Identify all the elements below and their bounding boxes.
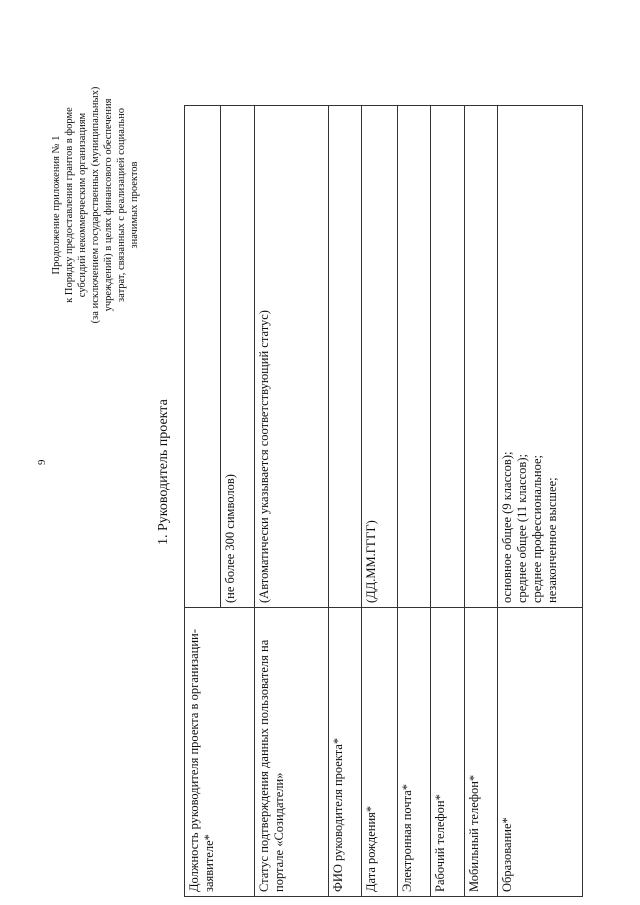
table-row — [465, 106, 498, 897]
table-row — [398, 106, 431, 897]
education-option: среднее общее (11 классов); — [515, 454, 529, 603]
education-option: среднее профессиональное; — [530, 454, 544, 603]
header-line: (за исключением государственных (муниципальных) — [90, 86, 101, 324]
field-label: Должность руководителя проекта в организации-заявителе* — [185, 608, 255, 897]
position-hint: (не более 300 символов) — [221, 106, 255, 608]
field-label: Мобильный телефон* — [465, 608, 498, 897]
table-row — [431, 106, 465, 897]
page-number: 9 — [36, 459, 48, 465]
field-label: Рабочий телефон* — [431, 608, 465, 897]
table-row — [362, 106, 398, 897]
table-row — [498, 106, 583, 897]
project-leader-form-table — [184, 105, 583, 897]
table-row — [329, 106, 362, 897]
field-label: ФИО руководителя проекта* — [329, 608, 362, 897]
field-label: Дата рождения* — [362, 608, 398, 897]
portal-status-field: (Автоматически указывается соответствующий статус) — [255, 106, 329, 608]
field-label: Электронная почта* — [398, 608, 431, 897]
header-line: учреждений) в целях финансового обеспечения — [103, 98, 114, 312]
position-field[interactable] — [185, 106, 221, 608]
header-line: к Порядку предоставления грантов в форме — [64, 107, 75, 303]
header-line: Продолжение приложения № 1 — [51, 135, 62, 275]
email-field[interactable] — [398, 106, 431, 608]
header-line: затрат, связанных с реализацией социально — [116, 108, 127, 302]
field-label: Образование* — [498, 608, 583, 897]
field-label: Статус подтверждения данных пользователя на портале «Созидатели» — [255, 608, 329, 897]
education-option: основное общее (9 классов); — [500, 451, 514, 603]
table-row — [255, 106, 329, 897]
header-line: значимых проектов — [129, 161, 140, 249]
full-name-field[interactable] — [329, 106, 362, 608]
education-option: незаконченное высшее; — [545, 477, 559, 603]
table-row — [185, 106, 221, 897]
education-options — [498, 106, 583, 608]
header-line: субсидий некоммерческим организациям — [77, 112, 88, 298]
section-title: 1. Руководитель проекта — [156, 399, 171, 545]
mobile-phone-field[interactable] — [465, 106, 498, 608]
birth-date-field[interactable]: (ДД.ММ.ГГГГ) — [362, 106, 398, 608]
appendix-header-note — [50, 25, 141, 385]
work-phone-field[interactable] — [431, 106, 465, 608]
